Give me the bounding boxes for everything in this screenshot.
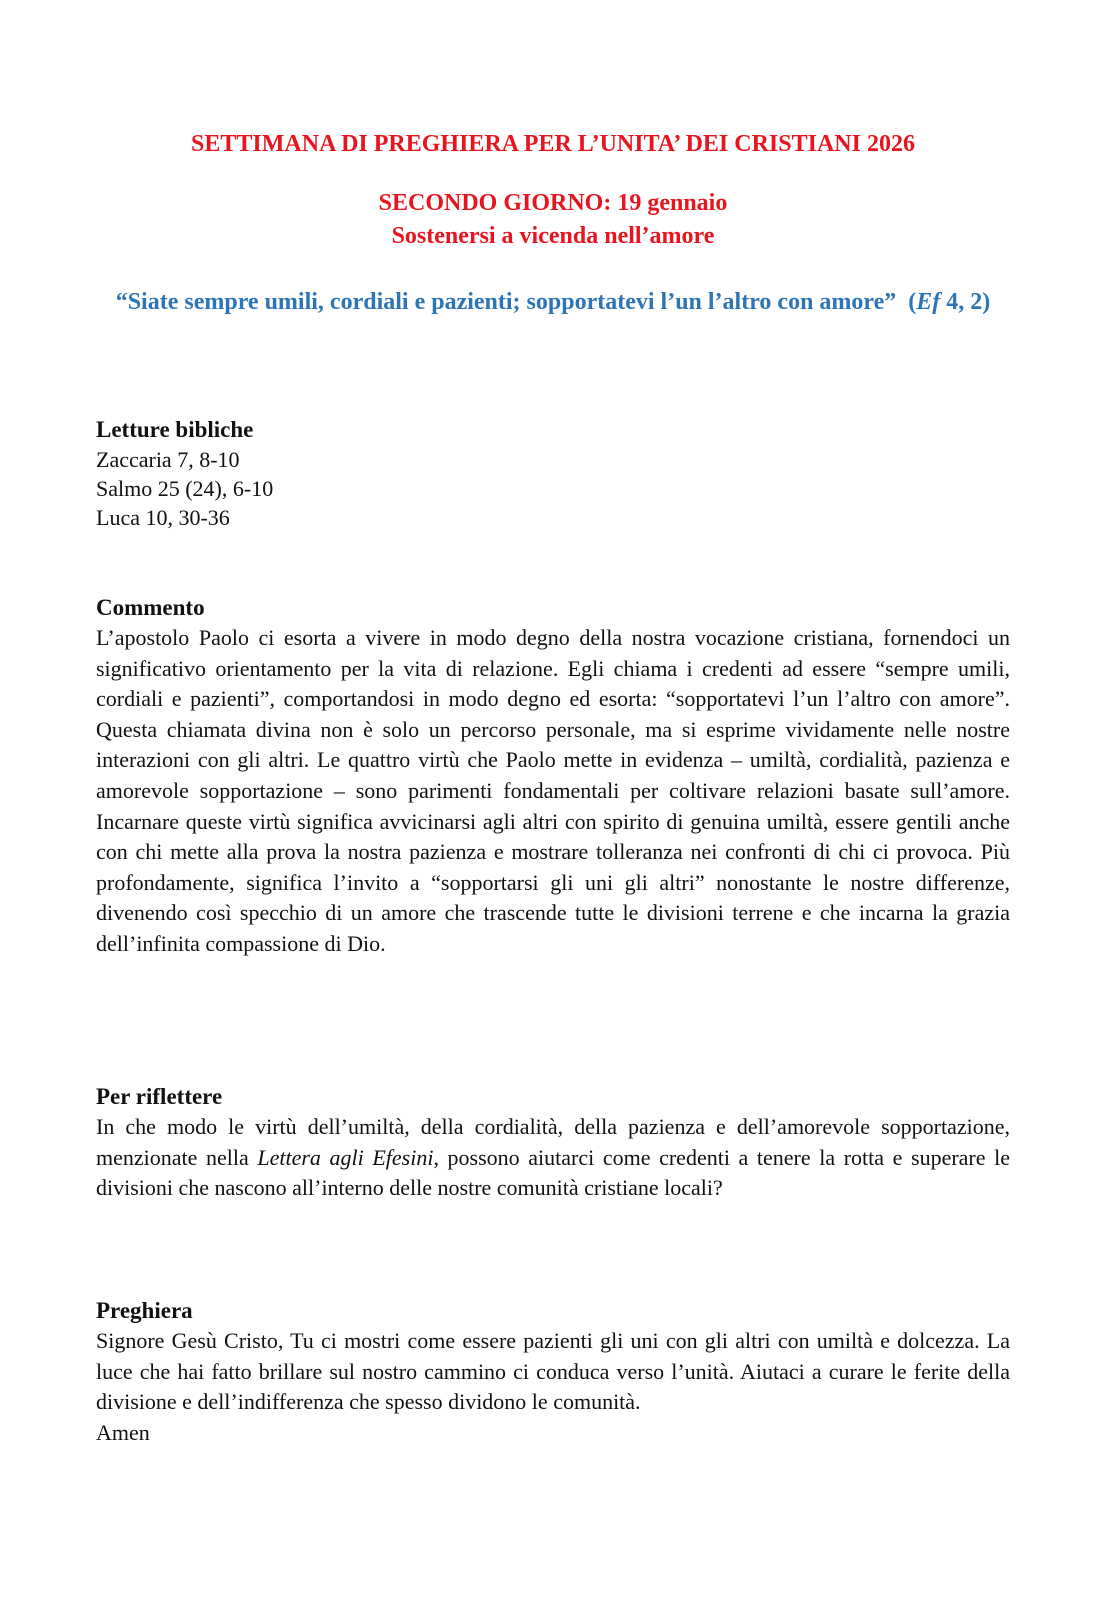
reading-item: Luca 10, 30-36 xyxy=(96,505,230,530)
quote-ref-open: ( xyxy=(896,289,917,315)
preghiera-paragraph: Signore Gesù Cristo, Tu ci mostri come essere pazienti gli uni con gli altri con umiltà e dolcezza. La luce che hai fatto brillare sul nostro cammino ci conduca verso l’unità. Aiutaci a curare le ferite della divisione e dell’indifferenza che spesso dividono le comunità. xyxy=(96,1328,1010,1415)
riflettere-text-before: In che modo le virtù dell’umiltà, della cordialità, della pazienza e dell’amorevole sopportazione, menzionate nella xyxy=(96,1114,1010,1170)
section-preghiera xyxy=(96,1296,1010,1448)
riflettere-text-after: , possono aiutarci come credenti a tenere la rotta e superare le divisioni che nascono all’interno delle nostre comunità cristiane locali? xyxy=(96,1144,1010,1201)
riflettere-paragraph xyxy=(96,1112,1010,1204)
section-per-riflettere xyxy=(96,1082,1010,1204)
section-heading: Per riflettere xyxy=(96,1084,223,1109)
section-commento xyxy=(96,593,1010,960)
section-heading: Preghiera xyxy=(96,1298,193,1323)
preghiera-closing: Amen xyxy=(96,1419,150,1445)
document-title: SETTIMANA DI PREGHIERA PER L’UNITA’ DEI CRISTIANI 2026 xyxy=(191,131,915,157)
riflettere-book-title: Lettera agli Efesini xyxy=(257,1144,434,1170)
section-heading: Commento xyxy=(96,595,205,620)
quote-text: “Siate sempre umili, cordiali e pazienti; sopportatevi l’un l’altro con amore” xyxy=(115,289,897,315)
scripture-quote xyxy=(96,286,1010,318)
day-theme: Sostenersi a vicenda nell’amore xyxy=(391,223,715,249)
quote-ref-book: Ef xyxy=(916,289,941,315)
section-letture-bibliche xyxy=(96,415,1010,532)
reading-item: Salmo 25 (24), 6-10 xyxy=(96,476,274,501)
section-heading: Letture bibliche xyxy=(96,417,254,442)
day-heading: SECONDO GIORNO: 19 gennaio xyxy=(378,190,728,216)
quote-ref-rest: 4, 2) xyxy=(940,289,991,315)
reading-item: Zaccaria 7, 8-10 xyxy=(96,447,240,472)
commento-paragraph: L’apostolo Paolo ci esorta a vivere in modo degno della nostra vocazione cristiana, fornendoci un significativo orientamento per la vita di relazione. Egli chiama i credenti ad essere “sempre umili, cordiali e pazienti”, comportandosi in modo degno ed esorta: “sopportatevi l’un l’altro con amore”. Questa chiamata divina non è solo un percorso personale, ma si esprime vividamente nelle nostre interazioni con gli altri. Le quattro virtù che Paolo mette in evidenza – umiltà, cordialità, pazienza e amorevole sopportazione – sono parimenti fondamentali per coltivare relazioni basate sull’amore. Incarnare queste virtù significa avvicinarsi agli altri con spirito di genuina umiltà, essere gentili anche con chi mette alla prova la nostra pazienza e mostrare tolleranza nei confronti di chi ci provoca. Più profondamente, significa l’invito a “sopportarsi gli uni gli altri” nonostante le nostre differenze, divenendo così specchio di un amore che trascende tutte le divisioni terrene e che incarna la grazia dell’infinita compassione di Dio. xyxy=(96,625,1010,956)
